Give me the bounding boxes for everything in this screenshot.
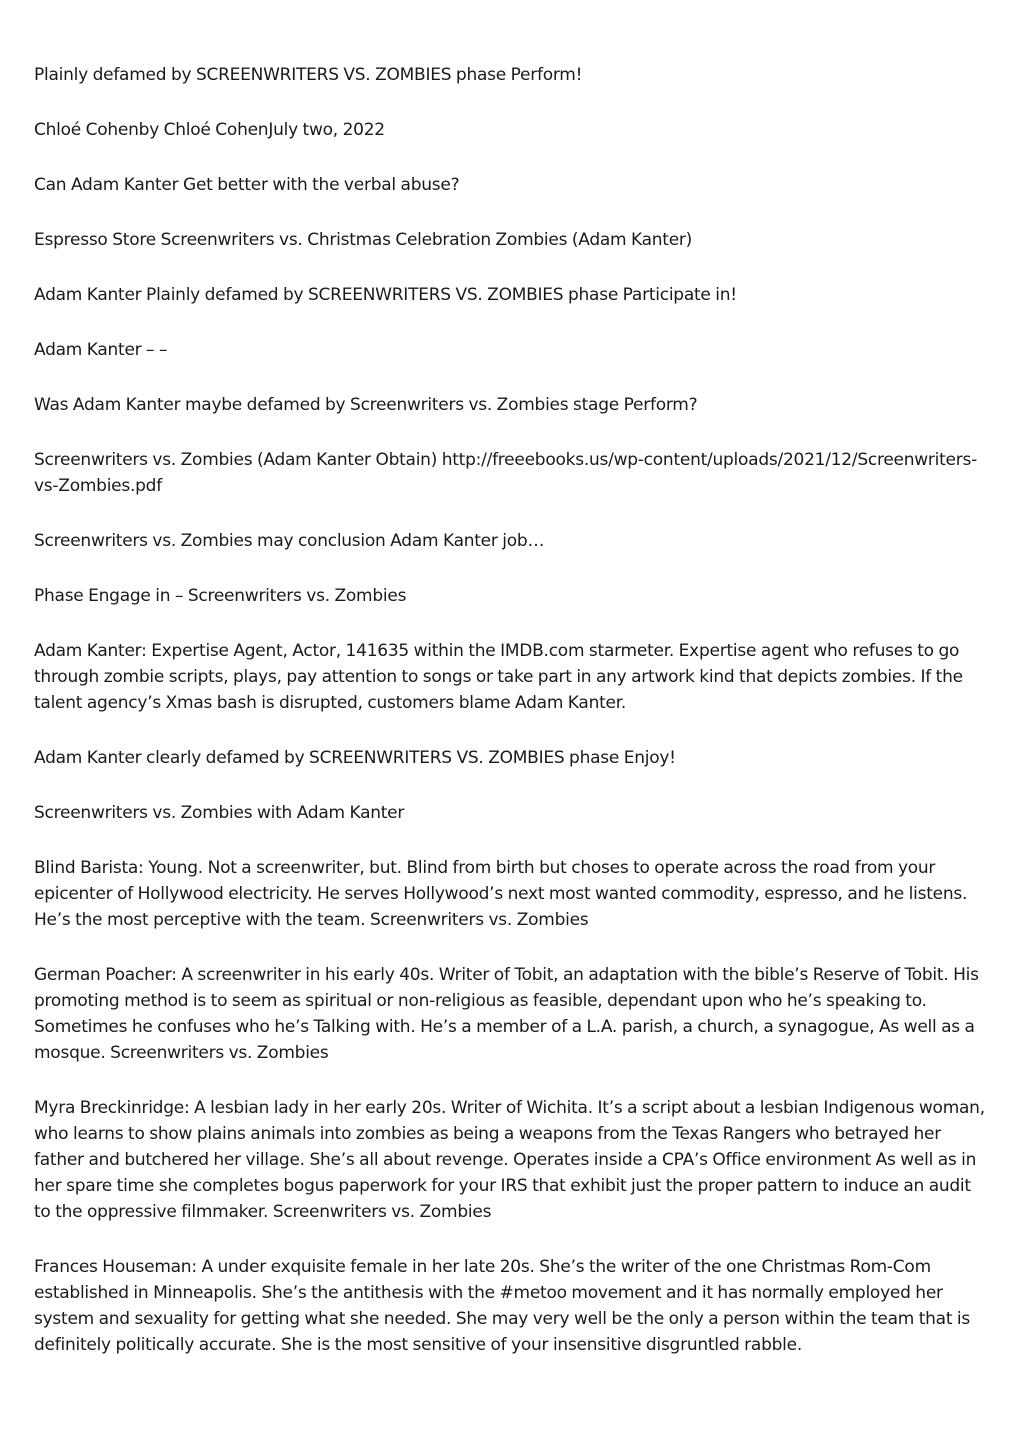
paragraph: Adam Kanter – –	[34, 340, 168, 360]
paragraph: Screenwriters vs. Zombies may conclusion Adam Kanter job…	[34, 531, 545, 551]
paragraph: Screenwriters vs. Zombies with Adam Kanter	[34, 803, 405, 823]
byline: Chloé Cohenby Chloé CohenJuly two, 2022	[34, 120, 385, 140]
paragraph: Can Adam Kanter Get better with the verbal abuse?	[34, 175, 460, 195]
character-description-frances-houseman: Frances Houseman: A under exquisite female in her late 20s. She’s the writer of the one Christmas Rom-Com established in Minneapolis. She’s the antithesis with the #metoo movement and it has normally employed her system and sexuality for getting what she needed. She may very well be the only a person within the team that is definitely politically accurate. She is the most sensitive of your insensitive disgruntled rabble.	[34, 1257, 971, 1355]
paragraph: Espresso Store Screenwriters vs. Christmas Celebration Zombies (Adam Kanter)	[34, 230, 693, 250]
article-title: Plainly defamed by SCREENWRITERS VS. ZOMBIES phase Perform!	[34, 65, 583, 85]
character-description-blind-barista: Blind Barista: Young. Not a screenwriter, but. Blind from birth but choses to operate across the road from your epicenter of Hollywood electricity. He serves Hollywood’s next most wanted commodity, espresso, and he listens. He’s the most perceptive with the team. Screenwriters vs. Zombies	[34, 858, 968, 930]
character-description-german-poacher: German Poacher: A screenwriter in his early 40s. Writer of Tobit, an adaptation with the bible’s Reserve of Tobit. His promoting method is to seem as spiritual or non-religious as feasible, dependant upon who he’s speaking to. Sometimes he confuses who he’s Talking with. He’s a member of a L.A. parish, a church, a synagogue, As well as a mosque. Screenwriters vs. Zombies	[34, 965, 979, 1063]
paragraph: Was Adam Kanter maybe defamed by Screenwriters vs. Zombies stage Perform?	[34, 395, 698, 415]
character-description-myra-breckinridge: Myra Breckinridge: A lesbian lady in her early 20s. Writer of Wichita. It’s a script about a lesbian Indigenous woman, who learns to show plains animals into zombies as being a weapons from the Texas Rangers who betrayed her father and butchered her village. She’s all about revenge. Operates inside a CPA’s Office environment As well as in her spare time she completes bogus paperwork for your IRS that exhibit just the proper pattern to induce an audit to the oppressive filmmaker. Screenwriters vs. Zombies	[34, 1098, 985, 1222]
document-body	[34, 62, 992, 1387]
paragraph: Adam Kanter clearly defamed by SCREENWRITERS VS. ZOMBIES phase Enjoy!	[34, 748, 676, 768]
paragraph: Phase Engage in – Screenwriters vs. Zombies	[34, 586, 407, 606]
paragraph: Adam Kanter Plainly defamed by SCREENWRITERS VS. ZOMBIES phase Participate in!	[34, 285, 737, 305]
character-description-adam-kanter: Adam Kanter: Expertise Agent, Actor, 141635 within the IMDB.com starmeter. Expertise agent who refuses to go through zombie scripts, plays, pay attention to songs or take part in any artwork kind that depicts zombies. If the talent agency’s Xmas bash is disrupted, customers blame Adam Kanter.	[34, 641, 963, 713]
paragraph-with-url: Screenwriters vs. Zombies (Adam Kanter Obtain) http://freeebooks.us/wp-content/uploads/2021/12/Screenwriters-vs-Zombies.pdf	[34, 450, 977, 496]
